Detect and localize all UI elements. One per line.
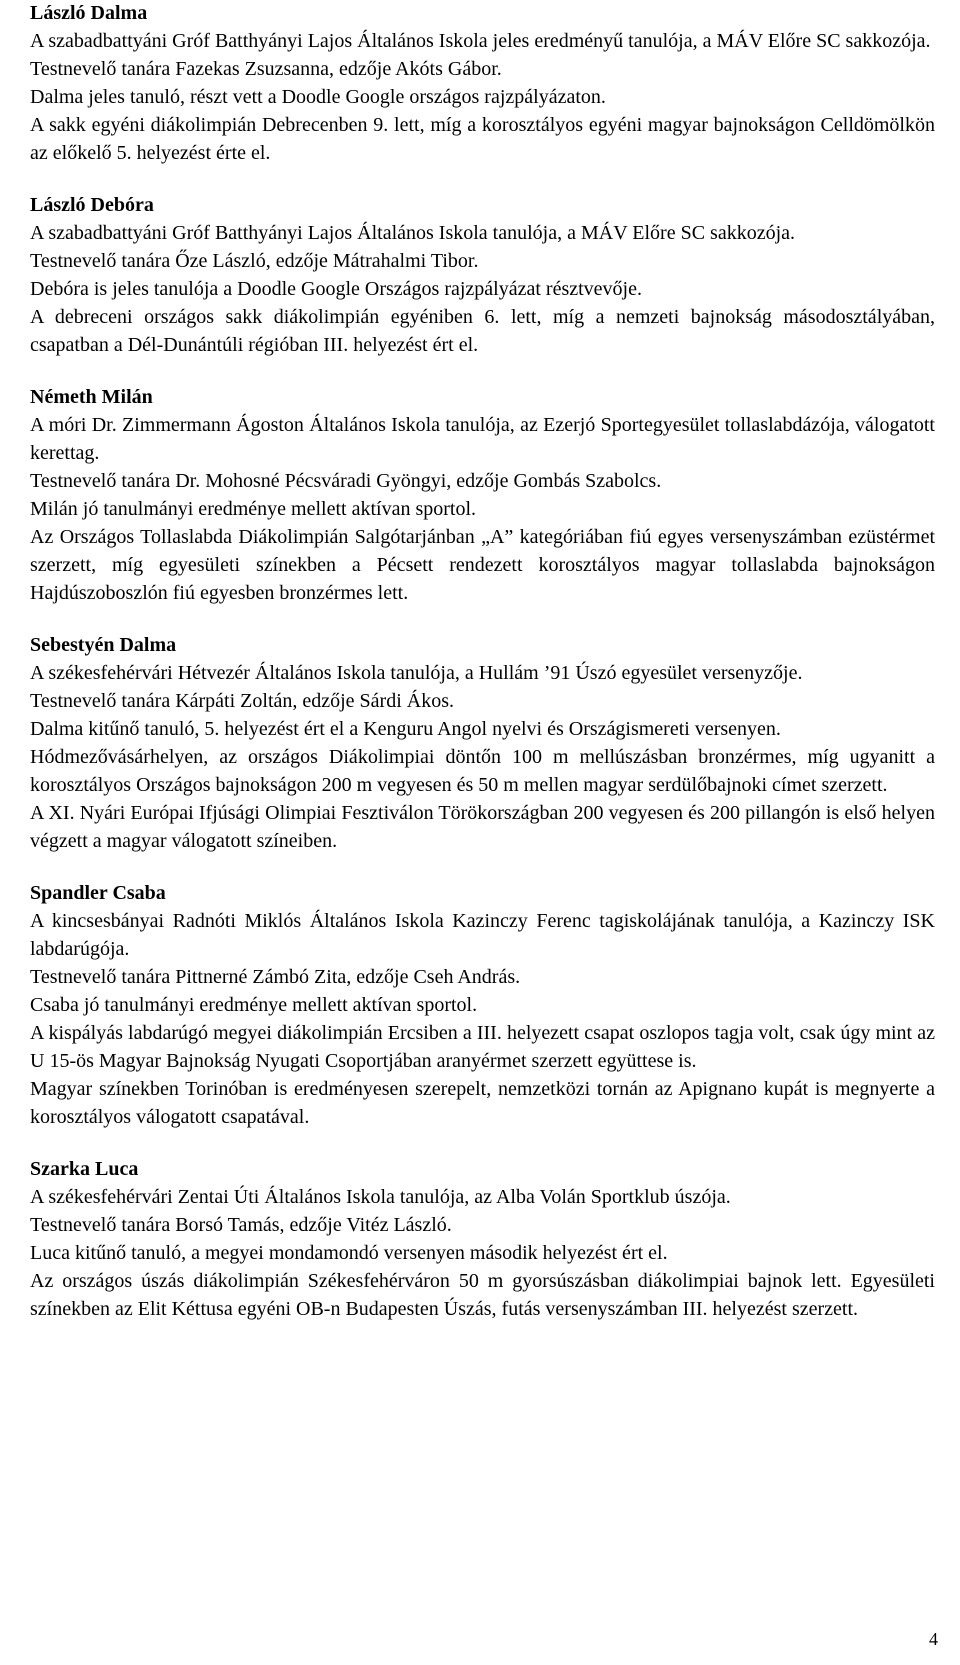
entry-paragraph: Testnevelő tanára Fazekas Zsuzsanna, edzője Akóts Gábor.: [30, 58, 502, 80]
entry-paragraph: Testnevelő tanára Kárpáti Zoltán, edzője Sárdi Ákos.: [30, 690, 455, 712]
entry-paragraph: A XI. Nyári Európai Ifjúsági Olimpiai Fesztiválon Törökországban 200 vegyesen és 200 pillangón is első helyen végzett a magyar válogatott színeiben.: [30, 802, 935, 852]
page-number: 4: [929, 1629, 938, 1649]
entry-paragraph: A sakk egyéni diákolimpián Debrecenben 9. lett, míg a korosztályos egyéni magyar bajnokságon Celldömölkön az előkelő 5. helyezést érte el.: [30, 114, 935, 164]
student-entry-nemeth-milan: [30, 384, 935, 607]
student-entry-laszlo-debora: [30, 192, 935, 359]
student-name: László Dalma: [30, 2, 148, 24]
entry-paragraph: A debreceni országos sakk diákolimpián egyéniben 6. lett, míg a nemzeti bajnokság másodosztályában, csapatban a Dél-Dunántúli régióban III. helyezést ért el.: [30, 306, 935, 356]
entry-paragraph: Testnevelő tanára Pittnerné Zámbó Zita, edzője Cseh András.: [30, 966, 521, 988]
entry-paragraph: Az országos úszás diákolimpián Székesfehérváron 50 m gyorsúszásban diákolimpiai bajnok lett. Egyesületi színekben az Elit Kéttusa egyéni OB-n Budapesten Úszás, futás versenyszámban III. helyezést szerzett.: [30, 1270, 935, 1320]
entry-paragraph: Testnevelő tanára Dr. Mohosné Pécsváradi Gyöngyi, edzője Gombás Szabolcs.: [30, 470, 662, 492]
entry-paragraph: A székesfehérvári Zentai Úti Általános Iskola tanulója, az Alba Volán Sportklub úszója.: [30, 1186, 731, 1208]
entry-paragraph: Debóra is jeles tanulója a Doodle Google Országos rajzpályázat résztvevője.: [30, 278, 642, 300]
entry-paragraph: Testnevelő tanára Őze László, edzője Mátrahalmi Tibor.: [30, 250, 479, 272]
student-entry-szarka-luca: [30, 1156, 935, 1323]
student-name: László Debóra: [30, 194, 154, 216]
student-name: Szarka Luca: [30, 1158, 139, 1180]
entry-paragraph: Az Országos Tollaslabda Diákolimpián Salgótarjánban „A” kategóriában fiú egyes versenyszámban ezüstérmet szerzett, míg egyesületi színekben a Pécsett rendezett korosztályos magyar tollaslabda bajnokságon Hajdúszoboszlón fiú egyesben bronzérmes lett.: [30, 526, 935, 604]
entry-paragraph: A székesfehérvári Hétvezér Általános Iskola tanulója, a Hullám ’91 Úszó egyesület versenyzője.: [30, 662, 803, 684]
entry-paragraph: Dalma jeles tanuló, részt vett a Doodle Google országos rajzpályázaton.: [30, 86, 606, 108]
entry-paragraph: Dalma kitűnő tanuló, 5. helyezést ért el a Kenguru Angol nyelvi és Országismereti versenyen.: [30, 718, 781, 740]
entry-paragraph: Hódmezővásárhelyen, az országos Diákolimpiai döntőn 100 m mellúszásban bronzérmes, míg ugyanitt a korosztályos Országos bajnokságon 200 m vegyesen és 50 m mellen magyar serdülőbajnoki címet szerzett.: [30, 746, 935, 796]
entry-paragraph: Luca kitűnő tanuló, a megyei mondamondó versenyen második helyezést ért el.: [30, 1242, 668, 1264]
entry-paragraph: A kincsesbányai Radnóti Miklós Általános Iskola Kazinczy Ferenc tagiskolájának tanulója, a Kazinczy ISK labdarúgója.: [30, 910, 935, 960]
student-name: Sebestyén Dalma: [30, 634, 177, 656]
student-entry-sebestyen-dalma: [30, 632, 935, 855]
entry-paragraph: Testnevelő tanára Borsó Tamás, edzője Vitéz László.: [30, 1214, 452, 1236]
entry-paragraph: A szabadbattyáni Gróf Batthyányi Lajos Általános Iskola jeles eredményű tanulója, a MÁV Előre SC sakkozója.: [30, 30, 931, 52]
student-entry-spandler-csaba: [30, 880, 935, 1131]
entry-paragraph: Csaba jó tanulmányi eredménye mellett aktívan sportol.: [30, 994, 478, 1016]
student-name: Spandler Csaba: [30, 882, 166, 904]
entry-paragraph: A móri Dr. Zimmermann Ágoston Általános Iskola tanulója, az Ezerjó Sportegyesület tollaslabdázója, válogatott kerettag.: [30, 414, 935, 464]
student-entry-laszlo-dalma: [30, 0, 935, 167]
entry-paragraph: A szabadbattyáni Gróf Batthyányi Lajos Általános Iskola tanulója, a MÁV Előre SC sakkozója.: [30, 222, 796, 244]
entry-paragraph: A kispályás labdarúgó megyei diákolimpián Ercsiben a III. helyezett csapat oszlopos tagja volt, csak úgy mint az U 15-ös Magyar Bajnokság Nyugati Csoportjában aranyérmet szerzett együttese is.: [30, 1022, 935, 1072]
entry-paragraph: Milán jó tanulmányi eredménye mellett aktívan sportol.: [30, 498, 476, 520]
entry-paragraph: Magyar színekben Torinóban is eredményesen szerepelt, nemzetközi tornán az Apignano kupát is megnyerte a korosztályos válogatott csapatával.: [30, 1078, 935, 1128]
student-name: Németh Milán: [30, 386, 153, 408]
document-page: [30, 0, 935, 1348]
